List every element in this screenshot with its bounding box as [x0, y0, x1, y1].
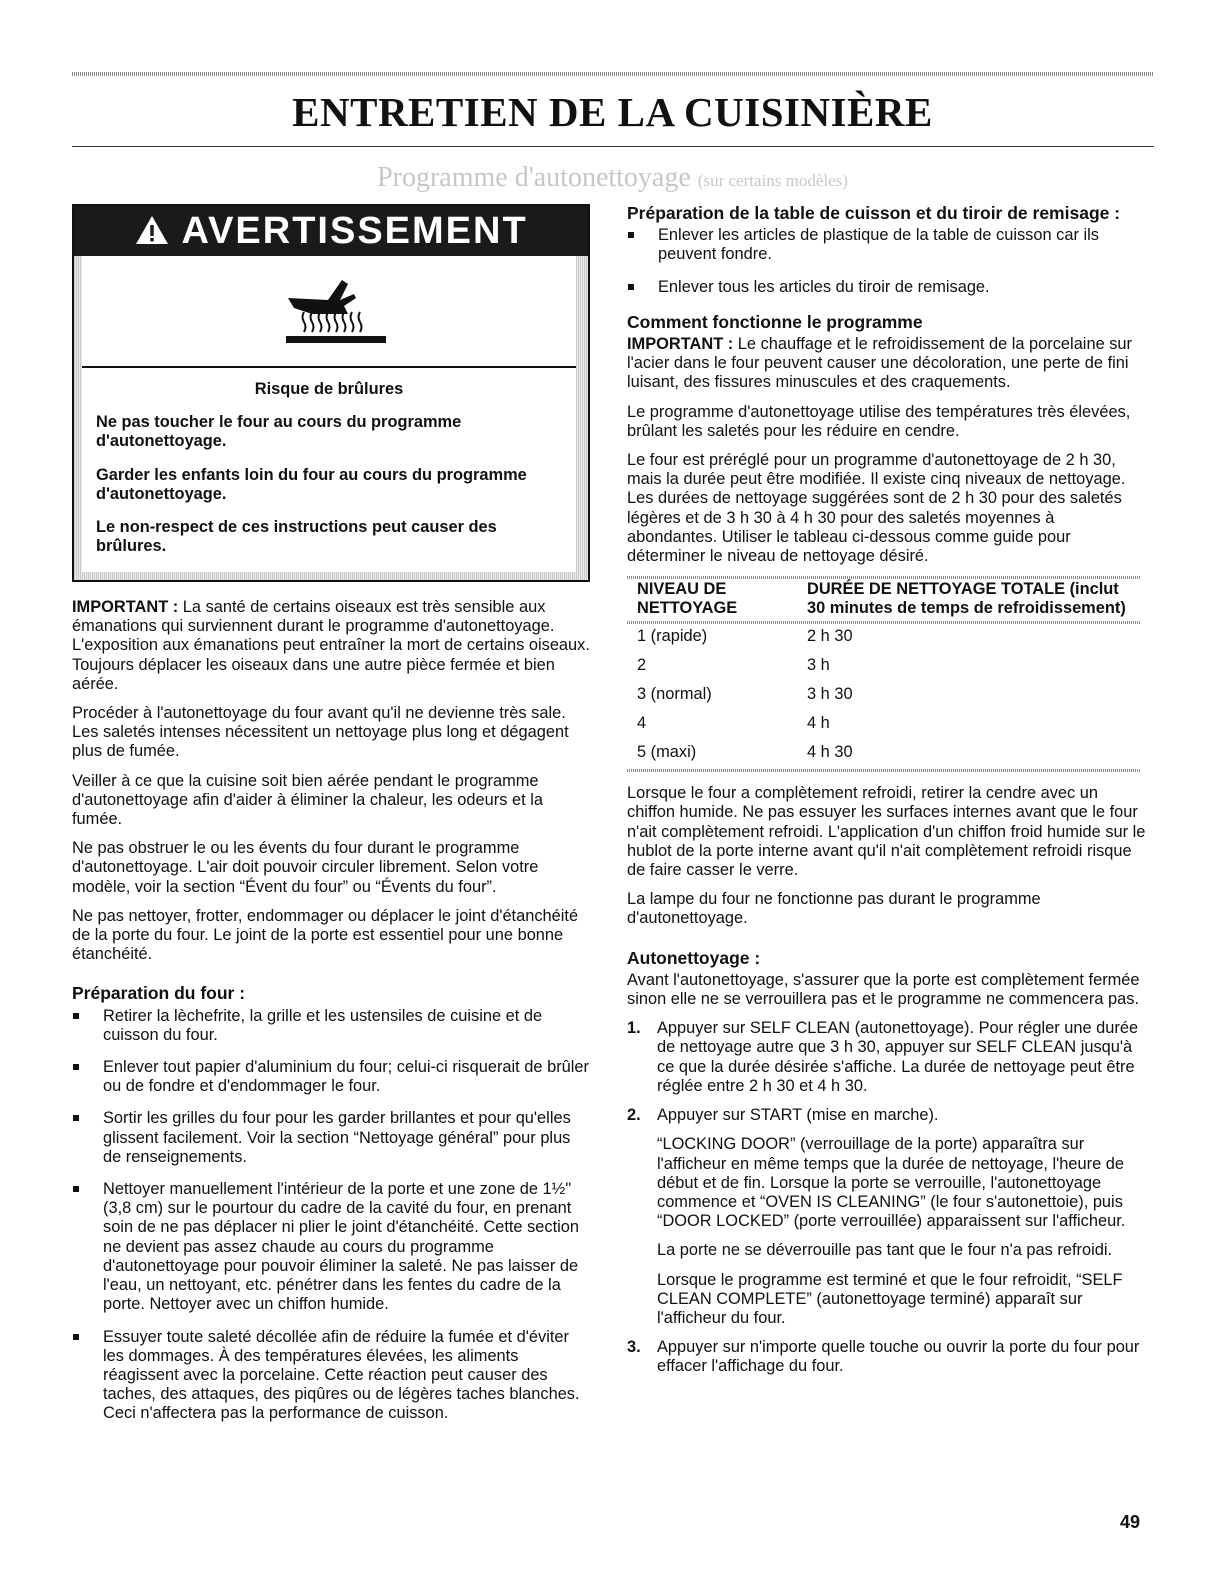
top-dotted-rule [72, 72, 1154, 76]
table-row [627, 682, 1141, 711]
step-number: 3. [627, 1338, 641, 1357]
step-note: “LOCKING DOOR” (verrouillage de la porte) apparaîtra sur l'afficheur en même temps que la durée de nettoyage, l'heure de début et de fin. Lorsque la porte se verrouille, l'autonettoyage commence et “OVEN IS CLEANING” (le four s'autonettoie), puis “DOOR LOCKED” (porte verrouillée) apparaissent sur l'afficheur. [657, 1135, 1126, 1231]
list-item: Enlever tous les articles du tiroir de remisage. [627, 278, 1147, 297]
section-title [0, 162, 1225, 194]
title-underline [72, 146, 1154, 147]
warning-text [82, 368, 576, 556]
step-note: Lorsque le programme est terminé et que le four refroidit, “SELF CLEAN COMPLETE” (autonettoyage terminé) apparaît sur l'afficheur du four. [657, 1270, 1123, 1327]
table-cell: 5 (maxi) [637, 743, 697, 762]
table-header-row [627, 579, 1141, 621]
warning-line: Le non-respect de ces instructions peut causer des brûlures. [96, 518, 497, 556]
how-important-paragraph [627, 335, 1147, 393]
cleaning-level-table [627, 576, 1141, 772]
warning-banner-label: AVERTISSEMENT [181, 210, 528, 252]
warning-line: Ne pas toucher le four au cours du programme d'autonettoyage. [96, 413, 462, 451]
warning-line: Garder les enfants loin du four au cours du programme d'autonettoyage. [96, 465, 527, 503]
important-text: La santé de certains oiseaux est très sensible aux émanations qui surviennent durant le programme d'autonettoyage. L'exposition aux émanations peut entraîner la mort de certains oiseaux. Toujours déplacer les oiseaux dans une autre pièce fermée et bien aérée. [72, 598, 590, 693]
table-cell: 4 [637, 714, 647, 733]
table-row [627, 653, 1141, 682]
table-header-level: NIVEAU DE NETTOYAGE [637, 580, 738, 618]
table-cell: 3 h [807, 656, 830, 675]
list-item: Nettoyer manuellement l'intérieur de la porte et une zone de 1½" (3,8 cm) sur le pourtour du cadre de la cavité du four, en prenant soin de ne pas déplacer ni plier le joint d'étanchéité. Cette section ne devient pas assez chaude au cours du programme d'autonettoyage pour pouvoir éliminer la saleté. Ne pas laisser de l'eau, un nettoyant, etc. pénétrer dans les fentes du cadre de la porte. Nettoyer avec un chiffon humide. [72, 1180, 592, 1314]
right-column [627, 204, 1147, 1387]
left-column [72, 204, 592, 1437]
table-cell: 4 h 30 [807, 743, 853, 762]
table-cell: 2 h 30 [807, 627, 853, 646]
how-important-label: IMPORTANT : [627, 335, 734, 354]
important-label: IMPORTANT : [72, 598, 179, 616]
self-clean-steps [627, 1019, 1147, 1376]
hot-surface-hand-icon [282, 270, 388, 355]
how-it-works-heading: Comment fonctionne le programme [627, 311, 923, 332]
risk-heading: Risque de brûlures [254, 380, 404, 398]
list-item: Sortir les grilles du four pour les garder brillantes et pour qu'elles glissent facilement. Voir la section “Nettoyage général” pour plus de renseignements. [72, 1109, 592, 1167]
important-paragraph [72, 598, 592, 694]
body-paragraph: Ne pas nettoyer, frotter, endommager ou déplacer le joint d'étanchéité de la porte du four. Le joint de la porte est essentiel pour une bonne étanchéité. [72, 906, 579, 964]
prep-oven-list [72, 1007, 592, 1424]
step-note: La porte ne se déverrouille pas tant que le four n'a pas refroidi. [657, 1241, 1113, 1260]
section-title-main: Programme d'autonettoyage [377, 162, 691, 193]
list-item: Enlever les articles de plastique de la table de cuisson car ils peuvent fondre. [627, 226, 1147, 264]
step-text: Appuyer sur n'importe quelle touche ou ouvrir la porte du four pour effacer l'affichage du four. [657, 1338, 1140, 1376]
table-cell: 3 h 30 [807, 685, 853, 704]
step-number: 1. [627, 1019, 641, 1038]
table-row [627, 624, 1141, 653]
body-paragraph: Veiller à ce que la cuisine soit bien aérée pendant le programme d'autonettoyage afin d'aider à éliminer la chaleur, les odeurs et la fumée. [72, 771, 543, 829]
warning-triangle-icon [134, 210, 181, 252]
section-title-subtitle: (sur certains modèles) [697, 171, 848, 190]
table-cell: 2 [637, 656, 647, 675]
page-number: 49 [1120, 1512, 1141, 1532]
hazard-area [82, 256, 576, 368]
table-cell: 3 (normal) [637, 685, 712, 704]
self-clean-intro: Avant l'autonettoyage, s'assurer que la porte est complètement fermée sinon elle ne se verrouillera pas et le programme ne commencera pas. [627, 970, 1140, 1009]
step-item [627, 1106, 1147, 1328]
table-header-duration: DURÉE DE NETTOYAGE TOTALE (inclut 30 minutes de temps de refroidissement) [807, 580, 1126, 618]
table-row [627, 711, 1141, 740]
body-paragraph: Procéder à l'autonettoyage du four avant qu'il ne devienne très sale. Les saletés intenses nécessitent un nettoyage plus long et dégagent plus de fumée. [72, 704, 569, 761]
step-item [627, 1338, 1147, 1376]
table-bottom-rule [627, 769, 1141, 772]
body-paragraph: Le programme d'autonettoyage utilise des températures très élevées, brûlant les saletés pour les réduire en cendre. [627, 402, 1131, 440]
list-item: Enlever tout papier d'aluminium du four; celui-ci risquerait de brûler ou de fondre et d'endommager le four. [72, 1058, 592, 1096]
step-text: Appuyer sur START (mise en marche). [657, 1106, 939, 1125]
warning-content [82, 256, 576, 572]
list-item: Retirer la lèchefrite, la grille et les ustensiles de cuisine et de cuisson du four. [72, 1007, 592, 1045]
warning-box [72, 204, 590, 582]
how-important-text: Le chauffage et le refroidissement de la porcelaine sur l'acier dans le four peuvent causer une décoloration, une perte de fini luisant, des fissures minuscules et des craquements. [627, 335, 1133, 392]
table-cell: 4 h [807, 714, 830, 733]
table-cell: 1 (rapide) [637, 627, 708, 646]
step-text: Appuyer sur SELF CLEAN (autonettoyage). Pour régler une durée de nettoyage autre que 3 h 30, appuyer sur SELF CLEAN jusqu'à ce que la durée désirée s'affiche. La durée de nettoyage peut être réglée entre 2 h 30 et 4 h 30. [657, 1019, 1139, 1095]
body-paragraph: Le four est préréglé pour un programme d'autonettoyage de 2 h 30, mais la durée peut être modifiée. Il existe cinq niveaux de nettoyage. Les durées de nettoyage suggérées sont de 2 h 30 pour des saletés légères et de 3 h 30 à 4 h 30 pour des saletés moyennes à abondantes. Utiliser le tableau ci-dessous comme guide pour déterminer le niveau de nettoyage désiré. [627, 451, 1126, 566]
prep-cooktop-heading: Préparation de la table de cuisson et du tiroir de remisage : [627, 203, 1121, 223]
step-item [627, 1019, 1147, 1096]
warning-banner [74, 206, 588, 256]
body-paragraph: Lorsque le four a complètement refroidi, retirer la cendre avec un chiffon humide. Ne pas essuyer les surfaces internes avant que le four n'ait complètement refroidi. L'application d'un chiffon froid humide sur le hublot de la porte interne avant qu'il n'ait complètement refroidi risque de faire casser le verre. [627, 784, 1146, 880]
step-number: 2. [627, 1106, 641, 1125]
list-item: Essuyer toute saleté décollée afin de réduire la fumée et d'éviter les dommages. À des températures élevées, les aliments réagissent avec la porcelaine. Cette réaction peut causer des taches, des attaques, des piqûres ou de légères taches blanches. Ceci n'affectera pas la performance de cuisson. [72, 1328, 592, 1424]
table-row [627, 740, 1141, 769]
self-clean-heading: Autonettoyage : [627, 947, 761, 968]
prep-oven-heading: Préparation du four : [72, 983, 246, 1004]
page-title: ENTRETIEN DE LA CUISINIÈRE [292, 89, 933, 135]
body-paragraph: Ne pas obstruer le ou les évents du four durant le programme d'autonettoyage. L'air doit pouvoir circuler librement. Selon votre modèle, voir la section “Évent du four” ou “Évents du four”. [72, 839, 539, 896]
body-paragraph: La lampe du four ne fonctionne pas durant le programme d'autonettoyage. [627, 890, 1041, 928]
prep-cooktop-list [627, 226, 1147, 297]
